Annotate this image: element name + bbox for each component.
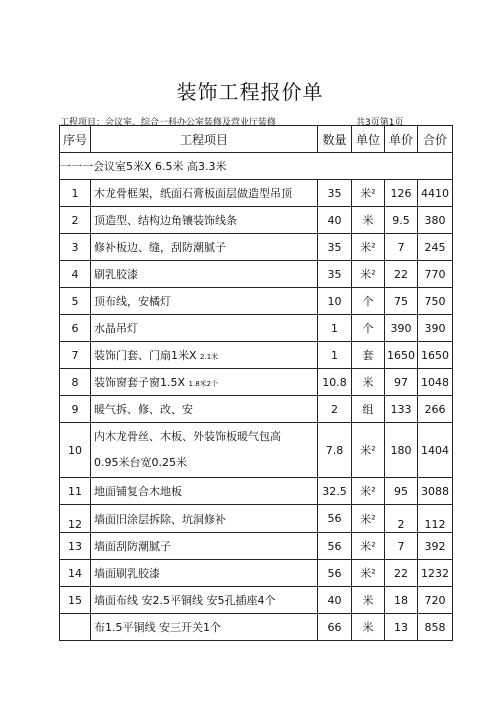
col-header-price: 单价 xyxy=(385,126,418,153)
cell-qty: 7.8 xyxy=(318,423,352,478)
cell-price: 97 xyxy=(385,369,418,396)
cell-unit: 米² xyxy=(352,505,385,533)
cell-total: 390 xyxy=(418,315,453,342)
cell-unit: 米² xyxy=(352,533,385,560)
cell-unit: 米² xyxy=(352,560,385,587)
cell-no xyxy=(60,614,91,641)
cell-total: 392 xyxy=(418,533,453,560)
cell-price: 22 xyxy=(385,560,418,587)
cell-total: 720 xyxy=(418,587,453,614)
cell-total: 266 xyxy=(418,396,453,423)
cell-item-small: 2.1米 xyxy=(200,353,219,361)
cell-total: 4410 xyxy=(418,180,453,207)
document-title: 装饰工程报价单 xyxy=(176,80,324,104)
cell-price: 95 xyxy=(385,478,418,505)
cell-no: 1 xyxy=(60,180,91,207)
section-title: 一一一会议室5米X 6.5米 高3.3米 xyxy=(60,153,453,180)
cell-no: 11 xyxy=(60,478,91,505)
cell-no: 8 xyxy=(60,369,91,396)
cell-no: 15 xyxy=(60,587,91,614)
cell-total: 750 xyxy=(418,288,453,315)
cell-qty: 56 xyxy=(318,533,352,560)
cell-item-line1: 内木龙骨丝、木板、外装饰板暖气包高 xyxy=(94,430,281,443)
cell-item-line2: 0.95米台宽0.25米 xyxy=(94,456,187,469)
cell-item-main: 装饰窗套子窗1.5X xyxy=(94,376,186,389)
page-info: 共3页第1页 xyxy=(356,118,404,128)
cell-no: 7 xyxy=(60,342,91,369)
cell-item: 修补板边、缝，刮防潮腻子 xyxy=(91,234,318,261)
cell-item-main: 装饰门套、门扇1米X xyxy=(94,349,197,362)
cell-item: 暖气拆、修、改、安 xyxy=(91,396,318,423)
cell-item: 顶布线，安橘灯 xyxy=(91,288,318,315)
cell-unit: 个 xyxy=(352,288,385,315)
col-header-item: 工程项目 xyxy=(91,126,318,153)
cell-price: 13 xyxy=(385,614,418,641)
cell-qty: 56 xyxy=(318,560,352,587)
cell-no: 14 xyxy=(60,560,91,587)
cell-price: 18 xyxy=(385,587,418,614)
cell-total: 1232 xyxy=(418,560,453,587)
cell-qty: 32.5 xyxy=(318,478,352,505)
cell-unit: 米 xyxy=(352,587,385,614)
cell-item: 墙面刷乳胶漆 xyxy=(91,560,318,587)
cell-no: 10 xyxy=(60,423,91,478)
cell-total: 1650 xyxy=(418,342,453,369)
cell-qty: 40 xyxy=(318,587,352,614)
cell-total: 858 xyxy=(418,614,453,641)
cell-qty: 35 xyxy=(318,234,352,261)
cell-price: 1650 xyxy=(385,342,418,369)
cell-unit: 米² xyxy=(352,423,385,478)
cell-unit: 组 xyxy=(352,396,385,423)
table-row xyxy=(60,207,453,234)
cell-unit: 米² xyxy=(352,261,385,288)
cell-item: 刷乳胶漆 xyxy=(91,261,318,288)
cell-qty: 1 xyxy=(318,315,352,342)
cell-qty: 56 xyxy=(318,505,352,533)
cell-qty: 10.8 xyxy=(318,369,352,396)
cell-item: 顶造型、结构边角镶装饰线条 xyxy=(91,207,318,234)
table-row xyxy=(60,369,453,396)
project-line: 工程项目：会议室、综合一科办公室装修及营业厅装修 xyxy=(60,118,277,128)
table-row xyxy=(60,234,453,261)
cell-unit: 米 xyxy=(352,207,385,234)
cell-item: 水晶吊灯 xyxy=(91,315,318,342)
cell-total: 380 xyxy=(418,207,453,234)
table-row xyxy=(60,614,453,641)
cell-item: 木龙骨框架，纸面石膏板面层做造型吊顶 xyxy=(91,180,318,207)
cell-no: 2 xyxy=(60,207,91,234)
cell-total: 245 xyxy=(418,234,453,261)
table-row xyxy=(60,478,453,505)
cell-item: 墙面布线 安2.5平铜线 安5孔插座4个 xyxy=(91,587,318,614)
cell-no: 4 xyxy=(60,261,91,288)
cell-item: 墙面旧涂层拆除、坑洞修补 xyxy=(91,505,318,533)
cell-price: 9.5 xyxy=(385,207,418,234)
table-row xyxy=(60,587,453,614)
cell-total: 770 xyxy=(418,261,453,288)
col-header-unit: 单位 xyxy=(352,126,385,153)
table-row xyxy=(60,560,453,587)
col-header-total: 合价 xyxy=(418,126,453,153)
table-row xyxy=(60,288,453,315)
cell-no: 9 xyxy=(60,396,91,423)
cell-unit: 套 xyxy=(352,342,385,369)
table-row xyxy=(60,261,453,288)
cell-unit: 个 xyxy=(352,315,385,342)
cell-item-small: 1.8米2个 xyxy=(188,380,219,388)
section-row xyxy=(60,153,453,180)
cell-price: 180 xyxy=(385,423,418,478)
table-row xyxy=(60,315,453,342)
table-row xyxy=(60,505,453,533)
cell-price: 126 xyxy=(385,180,418,207)
cell-no: 12 xyxy=(60,505,91,533)
cell-no: 13 xyxy=(60,533,91,560)
table-row xyxy=(60,423,453,478)
cell-price: 7 xyxy=(385,533,418,560)
cell-total: 112 xyxy=(418,505,453,533)
col-header-no: 序号 xyxy=(60,126,91,153)
quotation-table xyxy=(59,125,453,641)
cell-total: 1048 xyxy=(418,369,453,396)
cell-no: 6 xyxy=(60,315,91,342)
cell-total: 1404 xyxy=(418,423,453,478)
cell-price: 390 xyxy=(385,315,418,342)
cell-qty: 40 xyxy=(318,207,352,234)
col-header-qty: 数量 xyxy=(318,126,352,153)
cell-qty: 10 xyxy=(318,288,352,315)
cell-price: 133 xyxy=(385,396,418,423)
cell-qty: 1 xyxy=(318,342,352,369)
table-row xyxy=(60,342,453,369)
table-row xyxy=(60,180,453,207)
cell-unit: 米² xyxy=(352,478,385,505)
cell-price: 75 xyxy=(385,288,418,315)
cell-item xyxy=(91,423,318,478)
cell-total: 3088 xyxy=(418,478,453,505)
cell-unit: 米² xyxy=(352,180,385,207)
cell-price: 22 xyxy=(385,261,418,288)
cell-qty: 35 xyxy=(318,261,352,288)
cell-item xyxy=(91,342,318,369)
cell-item: 布1.5平铜线 安三开关1个 xyxy=(91,614,318,641)
cell-item: 墙面刮防潮腻子 xyxy=(91,533,318,560)
cell-price: 7 xyxy=(385,234,418,261)
table-row xyxy=(60,533,453,560)
cell-unit: 米² xyxy=(352,234,385,261)
cell-qty: 35 xyxy=(318,180,352,207)
table-header-row xyxy=(60,126,453,153)
cell-no: 5 xyxy=(60,288,91,315)
cell-no: 3 xyxy=(60,234,91,261)
cell-item xyxy=(91,369,318,396)
cell-price: 2 xyxy=(385,505,418,533)
cell-qty: 66 xyxy=(318,614,352,641)
cell-qty: 2 xyxy=(318,396,352,423)
cell-unit: 米 xyxy=(352,614,385,641)
cell-unit: 米 xyxy=(352,369,385,396)
table-row xyxy=(60,396,453,423)
cell-item: 地面铺复合木地板 xyxy=(91,478,318,505)
